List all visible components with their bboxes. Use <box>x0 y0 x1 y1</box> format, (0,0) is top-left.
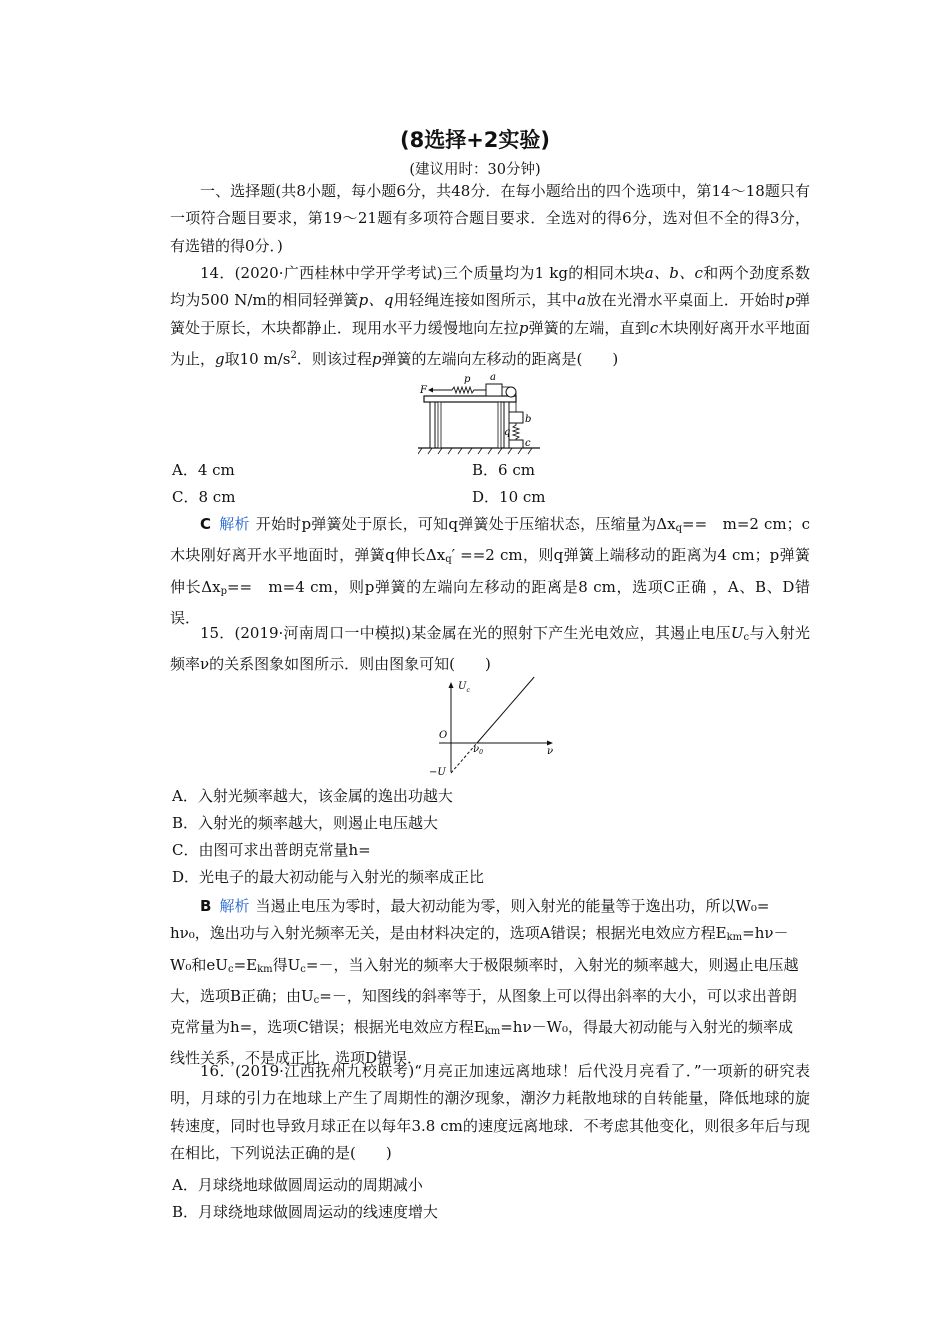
q15-chart <box>425 676 565 782</box>
section-intro: 一、选择题(共8小题，每小题6分，共48分．在每小题给出的四个选项中，第14～18题只有一项符合题目要求，第19～21题有多项符合题目要求．全选对的得6分，选对但不全的得3分，有选错的得0分．) <box>170 182 810 255</box>
q15-y-label: $U_c$ <box>458 681 470 694</box>
q15-x-label: ν <box>547 746 554 757</box>
q14-answer: C <box>200 515 212 533</box>
q15-analysis-tag: 解析 <box>219 897 250 915</box>
q15-analysis: B 解析 当遏止电压为零时，最大初动能为零，则入射光的能量等于逸出功，所以W₀= hν₀，逸出功与入射光频率无关，是由材料决定的，选项A错误；根据光电效应方程$E_{km}=h\nu-$ W₀和$eU_c=E_{km}$得$U_c=-$，当入射光的频率大于极限频率时，入射光的频率越大，则遏止电压越 大，选项B正确；由$U_c=-$，知图线的斜率等于，从图象上可以得出斜率的大小，可以求出普朗 克常量为h=，选项C错误；根据光电效应方程$E_{km}=h\nu-W_0$，得最大初动能与入射光的频率成 线性关系，不是成正比，选项D错误． <box>170 897 799 1068</box>
q15-nu0-label: $\nu_0$ <box>473 744 483 756</box>
q14-option-d: D．10 cm <box>472 488 546 506</box>
q14-label-p: p <box>464 374 471 385</box>
q14-option-c: C．8 cm <box>172 488 236 506</box>
q14-label-F: F <box>420 385 427 396</box>
q15-stem: 15．(2019·河南周口一中模拟)某金属在光的照射下产生光电效应，其遏止电压$U_c$与入射光频率ν的关系图象如图所示．则由图象可知( ) <box>170 624 810 674</box>
q14-figure <box>418 370 558 456</box>
q15-option-b: B．入射光的频率越大，则遏止电压越大 <box>172 814 439 832</box>
q15-neg-label: −U <box>429 767 446 778</box>
q16-option-a: A．月球绕地球做圆周运动的周期减小 <box>172 1176 423 1194</box>
q14-label-b: b <box>525 414 532 425</box>
q15-line-solid <box>477 677 534 743</box>
q14-option-a: A．4 cm <box>172 461 235 479</box>
q16-stem: 16．(2019·江西抚州九校联考)“月亮正加速远离地球！后代没月亮看了．”一项新的研究表明，月球的引力在地球上产生了周期性的潮汐现象，潮汐力耗散地球的自转能量，降低地球的旋转速度，同时也导致月球正在以每年3.8 cm的速度远离地球．不考虑其他变化，则很多年后与现在相比，下列说法正确的是( ) <box>170 1062 810 1162</box>
q14-analysis-tag: 解析 <box>219 515 250 533</box>
q16-option-b: B．月球绕地球做圆周运动的线速度增大 <box>172 1203 439 1221</box>
page-title: (8选择+2实验) <box>399 128 550 152</box>
q15-origin-label: O <box>439 730 448 741</box>
q15-option-d: D．光电子的最大初动能与入射光的频率成正比 <box>172 868 485 886</box>
q14-label-q: q <box>504 427 511 438</box>
q14-analysis: C 解析 开始时p弹簧处于原长，可知q弹簧处于压缩状态，压缩量为$\Delta x_q==$ m=2 cm；c木块刚好离开水平地面时，弹簧q伸长$\Delta x_q' ==2$ cm，则q弹簧上端移动的距离为4 cm；p弹簧伸长$\Delta x_p==$ m=4 cm，则p弹簧的左端向左移动的距离是8 cm，选项C正确 ，A、B、D错误． <box>170 515 810 627</box>
q14-label-c: c <box>525 438 531 449</box>
q15-option-a: A．入射光频率越大，该金属的逸出功越大 <box>172 787 453 805</box>
page-subtitle: (建议用时：30分钟) <box>409 162 541 178</box>
q15-option-c: C．由图可求出普朗克常量h= <box>172 841 371 859</box>
q14-stem: 14．(2020·广西桂林中学开学考试)三个质量均为1 kg的相同木块a、b、c和两个劲度系数均为500 N/m的相同轻弹簧p、q用轻绳连接如图所示，其中a放在光滑水平桌面上．开始时p弹簧处于原长，木块都静止．现用水平力缓慢地向左拉p弹簧的左端，直到c木块刚好离开水平地面为止，g取10 $m/s^2$．则该过程p弹簧的左端向左移动的距离是( ) <box>170 264 810 368</box>
q14-label-a: a <box>490 372 496 383</box>
q15-answer: B <box>200 897 212 915</box>
q14-option-b: B．6 cm <box>472 461 535 479</box>
